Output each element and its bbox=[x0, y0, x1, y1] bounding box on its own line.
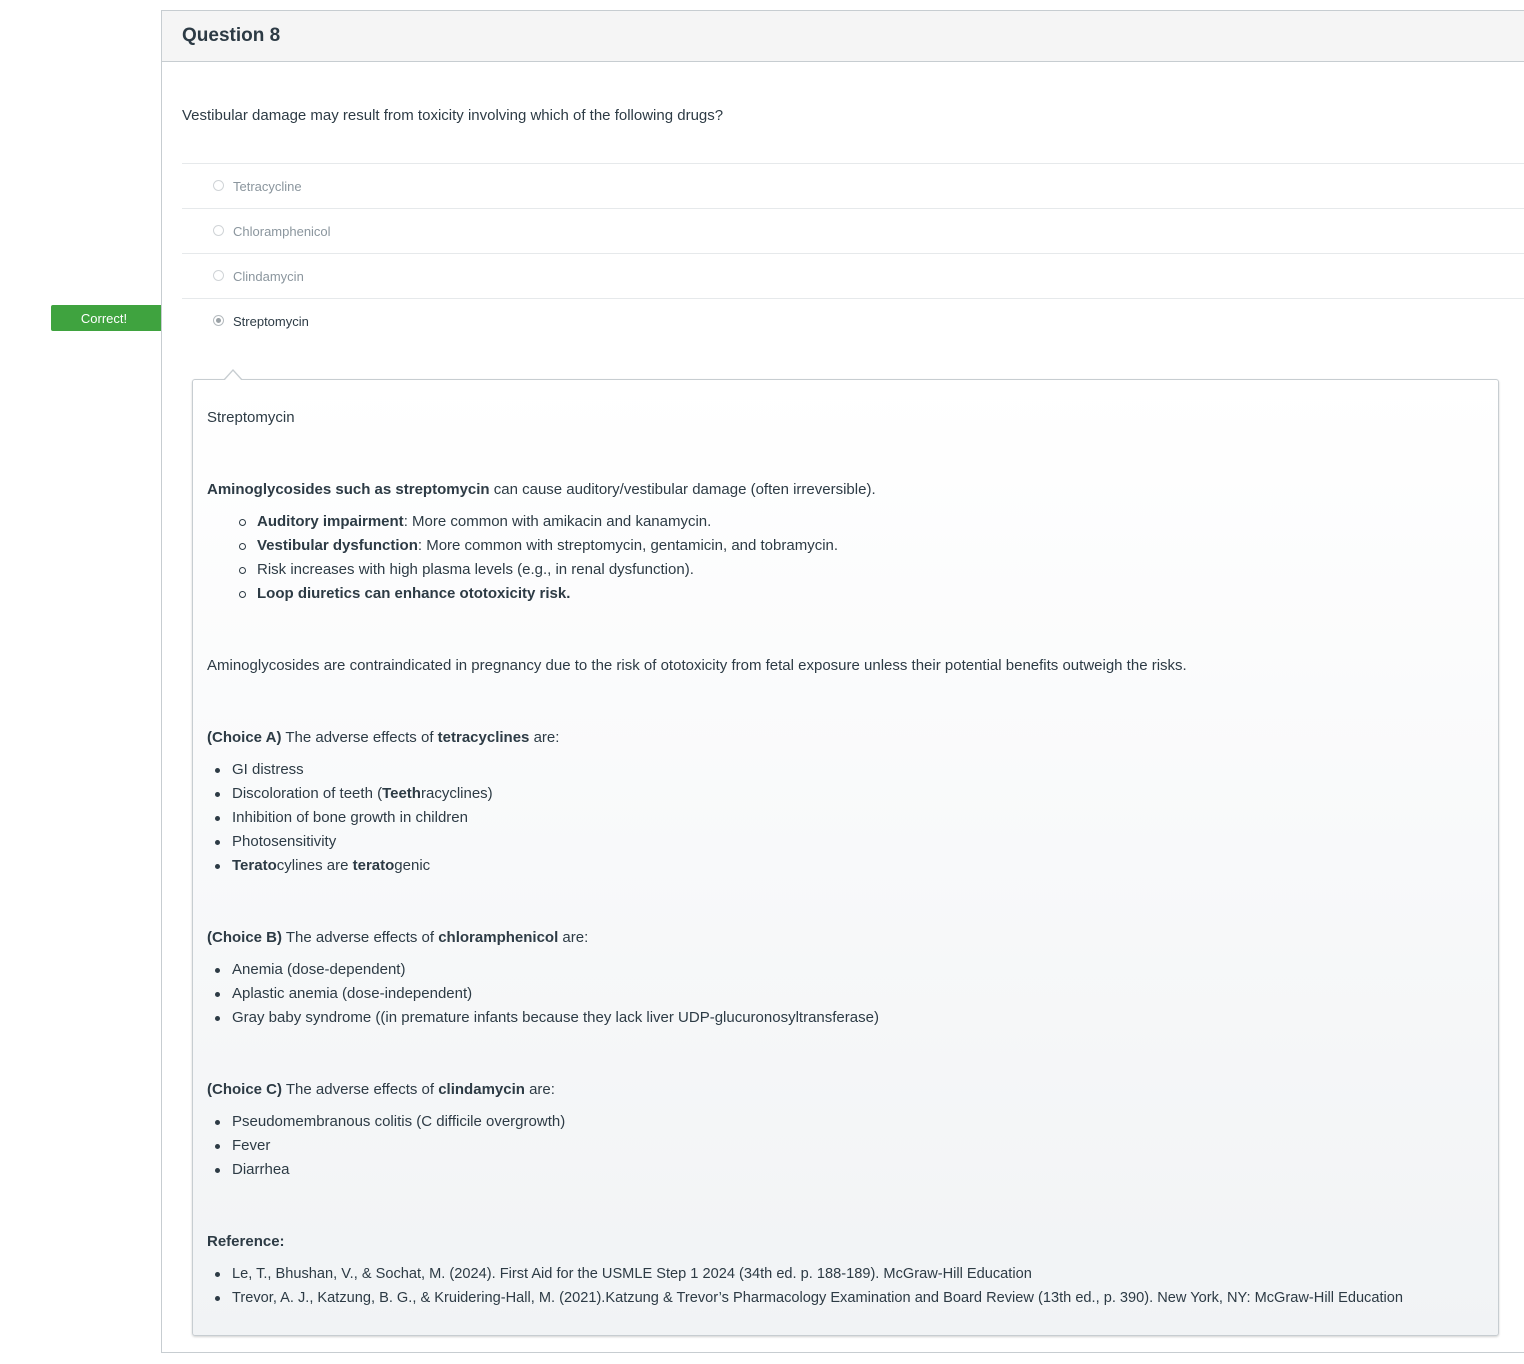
answer-label: Clindamycin bbox=[233, 268, 304, 284]
choice-tag: (Choice A) bbox=[207, 729, 282, 746]
choice-text: are: bbox=[558, 929, 589, 946]
list-item: Anemia (dose-dependent) bbox=[207, 958, 879, 982]
choice-drug: tetracyclines bbox=[437, 729, 530, 746]
item-text: : More common with streptomycin, gentamicin, and tobramycin. bbox=[417, 537, 839, 554]
item-text: cylines are bbox=[276, 857, 353, 874]
radio-button[interactable] bbox=[213, 270, 224, 281]
answer-explanation bbox=[192, 379, 1499, 1336]
question-title: Question 8 bbox=[182, 25, 281, 46]
choice-text: The adverse effects of bbox=[282, 1081, 439, 1098]
choice-text: are: bbox=[529, 729, 560, 746]
list-item bbox=[207, 510, 838, 534]
item-bold: Auditory impairment bbox=[257, 513, 404, 530]
list-item: Trevor, A. J., Katzung, B. G., & Kruidering-Hall, M. (2021).Katzung & Trevor’s Pharmacology Examination and Board Review (13th ed., p. 390). New York, NY: McGraw-Hill Education bbox=[207, 1286, 1403, 1310]
answer-label: Streptomycin bbox=[233, 313, 309, 329]
list-item bbox=[207, 806, 493, 830]
callout-pointer-fill bbox=[224, 371, 242, 381]
choice-text: are: bbox=[524, 1081, 555, 1098]
answer-option-selected[interactable] bbox=[182, 298, 1524, 343]
choice-a-heading bbox=[207, 729, 559, 746]
list-item bbox=[207, 558, 838, 582]
reference-label: Reference: bbox=[207, 1233, 285, 1250]
choice-drug: clindamycin bbox=[438, 1081, 525, 1098]
answer-option[interactable] bbox=[182, 208, 1524, 253]
choice-b-heading bbox=[207, 929, 588, 946]
item-bold: Terato bbox=[232, 857, 277, 874]
item-text: racyclines) bbox=[420, 785, 493, 802]
radio-button[interactable] bbox=[213, 180, 224, 191]
reference-list bbox=[207, 1262, 1403, 1310]
list-item bbox=[207, 534, 838, 558]
item-text: Inhibition of bone growth in children bbox=[232, 809, 468, 826]
item-bold: Vestibular dysfunction bbox=[257, 537, 418, 554]
answer-option[interactable] bbox=[182, 253, 1524, 298]
list-item: Gray baby syndrome ((in premature infants because they lack liver UDP-glucuronosyltransferase) bbox=[207, 1006, 879, 1030]
list-item bbox=[207, 854, 493, 878]
list-item bbox=[207, 582, 838, 606]
item-text: Discoloration of teeth ( bbox=[232, 785, 383, 802]
item-text: Risk increases with high plasma levels (e.g., in renal dysfunction). bbox=[257, 561, 694, 578]
list-item bbox=[207, 830, 493, 854]
choice-tag: (Choice B) bbox=[207, 929, 282, 946]
reference-heading bbox=[207, 1233, 285, 1250]
radio-button-checked[interactable] bbox=[213, 315, 224, 326]
item-text: Photosensitivity bbox=[232, 833, 337, 850]
answer-label: Tetracycline bbox=[233, 178, 302, 194]
choice-a-list bbox=[207, 758, 493, 878]
choice-c-list bbox=[207, 1110, 565, 1182]
explanation-answer-name: Streptomycin bbox=[207, 409, 295, 426]
choice-text: The adverse effects of bbox=[282, 929, 439, 946]
item-text: GI distress bbox=[232, 761, 304, 778]
list-item: Aplastic anemia (dose-independent) bbox=[207, 982, 879, 1006]
list-item: Le, T., Bhushan, V., & Sochat, M. (2024). First Aid for the USMLE Step 1 2024 (34th ed. p. 188-189). McGraw-Hill Education bbox=[207, 1262, 1403, 1286]
list-item: Fever bbox=[207, 1134, 565, 1158]
list-item bbox=[207, 758, 493, 782]
list-item: Pseudomembranous colitis (C difficile overgrowth) bbox=[207, 1110, 565, 1134]
list-item bbox=[207, 782, 493, 806]
question-header bbox=[162, 11, 1524, 62]
pregnancy-note: Aminoglycosides are contraindicated in pregnancy due to the risk of ototoxicity from fetal exposure unless their potential benefits outweigh the risks. bbox=[207, 657, 1187, 674]
item-bold: Teeth bbox=[382, 785, 421, 802]
item-text: : More common with amikacin and kanamycin. bbox=[403, 513, 712, 530]
item-bold: Loop diuretics can enhance ototoxicity risk. bbox=[257, 585, 571, 602]
item-bold: terato bbox=[352, 857, 395, 874]
correct-answer-flag: Correct! bbox=[51, 305, 167, 331]
list-item: Diarrhea bbox=[207, 1158, 565, 1182]
explanation-intro bbox=[207, 481, 876, 498]
choice-c-heading bbox=[207, 1081, 555, 1098]
choice-drug: chloramphenicol bbox=[438, 929, 559, 946]
question-text: Vestibular damage may result from toxicity involving which of the following drugs? bbox=[182, 107, 724, 124]
item-text: genic bbox=[394, 857, 431, 874]
intro-bold: Aminoglycosides such as streptomycin bbox=[207, 481, 490, 498]
aminoglycoside-effects-list bbox=[207, 510, 838, 606]
answer-list bbox=[182, 163, 1524, 343]
choice-tag: (Choice C) bbox=[207, 1081, 282, 1098]
intro-text: can cause auditory/vestibular damage (often irreversible). bbox=[489, 481, 876, 498]
answer-option[interactable] bbox=[182, 163, 1524, 208]
answer-label: Chloramphenicol bbox=[233, 223, 331, 239]
choice-b-list bbox=[207, 958, 879, 1030]
choice-text: The adverse effects of bbox=[281, 729, 438, 746]
radio-button[interactable] bbox=[213, 225, 224, 236]
